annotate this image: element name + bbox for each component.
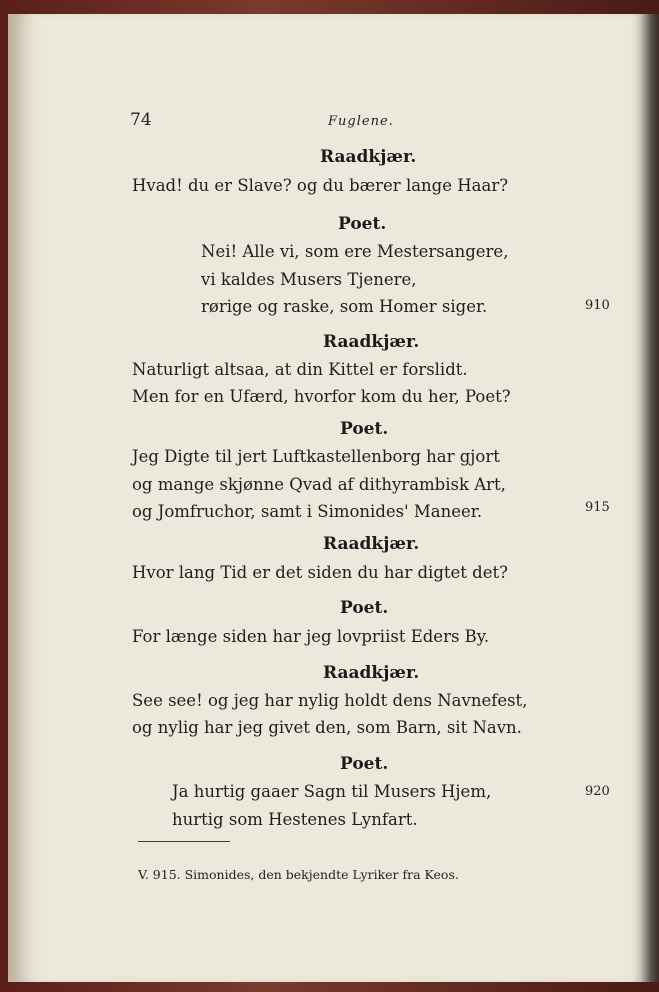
verse-line: hurtig som Hestenes Lynfart. <box>172 810 418 829</box>
verse-line: See see! og jeg har nylig holdt dens Navnefest, <box>132 691 528 710</box>
verse-line: Men for en Ufærd, hvorfor kom du her, Poet? <box>132 387 511 406</box>
verse-line: Hvad! du er Slave? og du bærer lange Haar? <box>132 176 509 195</box>
verse-line: og mange skjønne Qvad af dithyrambisk Art, <box>132 475 506 494</box>
verse-line: Ja hurtig gaaer Sagn til Musers Hjem, <box>172 782 492 801</box>
verse-line: Nei! Alle vi, som ere Mestersangere, <box>201 242 509 261</box>
line-number: 910 <box>585 298 610 313</box>
book-page <box>8 14 640 982</box>
page-number: 74 <box>130 110 152 130</box>
verse-line: Jeg Digte til jert Luftkastellenborg har gjort <box>132 447 500 466</box>
verse-line: og nylig har jeg givet den, som Barn, sit Navn. <box>132 718 522 737</box>
line-number: 920 <box>585 784 610 799</box>
footnote: V. 915. Simonides, den bekjendte Lyriker fra Keos. <box>138 867 459 882</box>
speaker-heading: Raadkjær. <box>323 534 420 554</box>
verse-line: og Jomfruchor, samt i Simonides' Maneer. <box>132 502 483 521</box>
speaker-heading: Poet. <box>340 419 389 439</box>
speaker-heading: Poet. <box>340 754 389 774</box>
page-header <box>8 106 640 136</box>
verse-line: rørige og raske, som Homer siger. <box>201 297 488 316</box>
page-fore-edge <box>639 14 659 982</box>
speaker-heading: Raadkjær. <box>323 663 420 683</box>
running-title: Fuglene. <box>328 114 394 129</box>
line-number: 915 <box>585 500 610 515</box>
speaker-heading: Raadkjær. <box>323 332 420 352</box>
verse-line: For længe siden har jeg lovpriist Eders By. <box>132 627 490 646</box>
footnote-rule <box>138 841 230 842</box>
verse-line: Naturligt altsaa, at din Kittel er forslidt. <box>132 360 468 379</box>
speaker-heading: Raadkjær. <box>320 147 417 167</box>
verse-line: Hvor lang Tid er det siden du har digtet det? <box>132 563 508 582</box>
speaker-heading: Poet. <box>338 214 387 234</box>
verse-line: vi kaldes Musers Tjenere, <box>201 270 417 289</box>
speaker-heading: Poet. <box>340 598 389 618</box>
